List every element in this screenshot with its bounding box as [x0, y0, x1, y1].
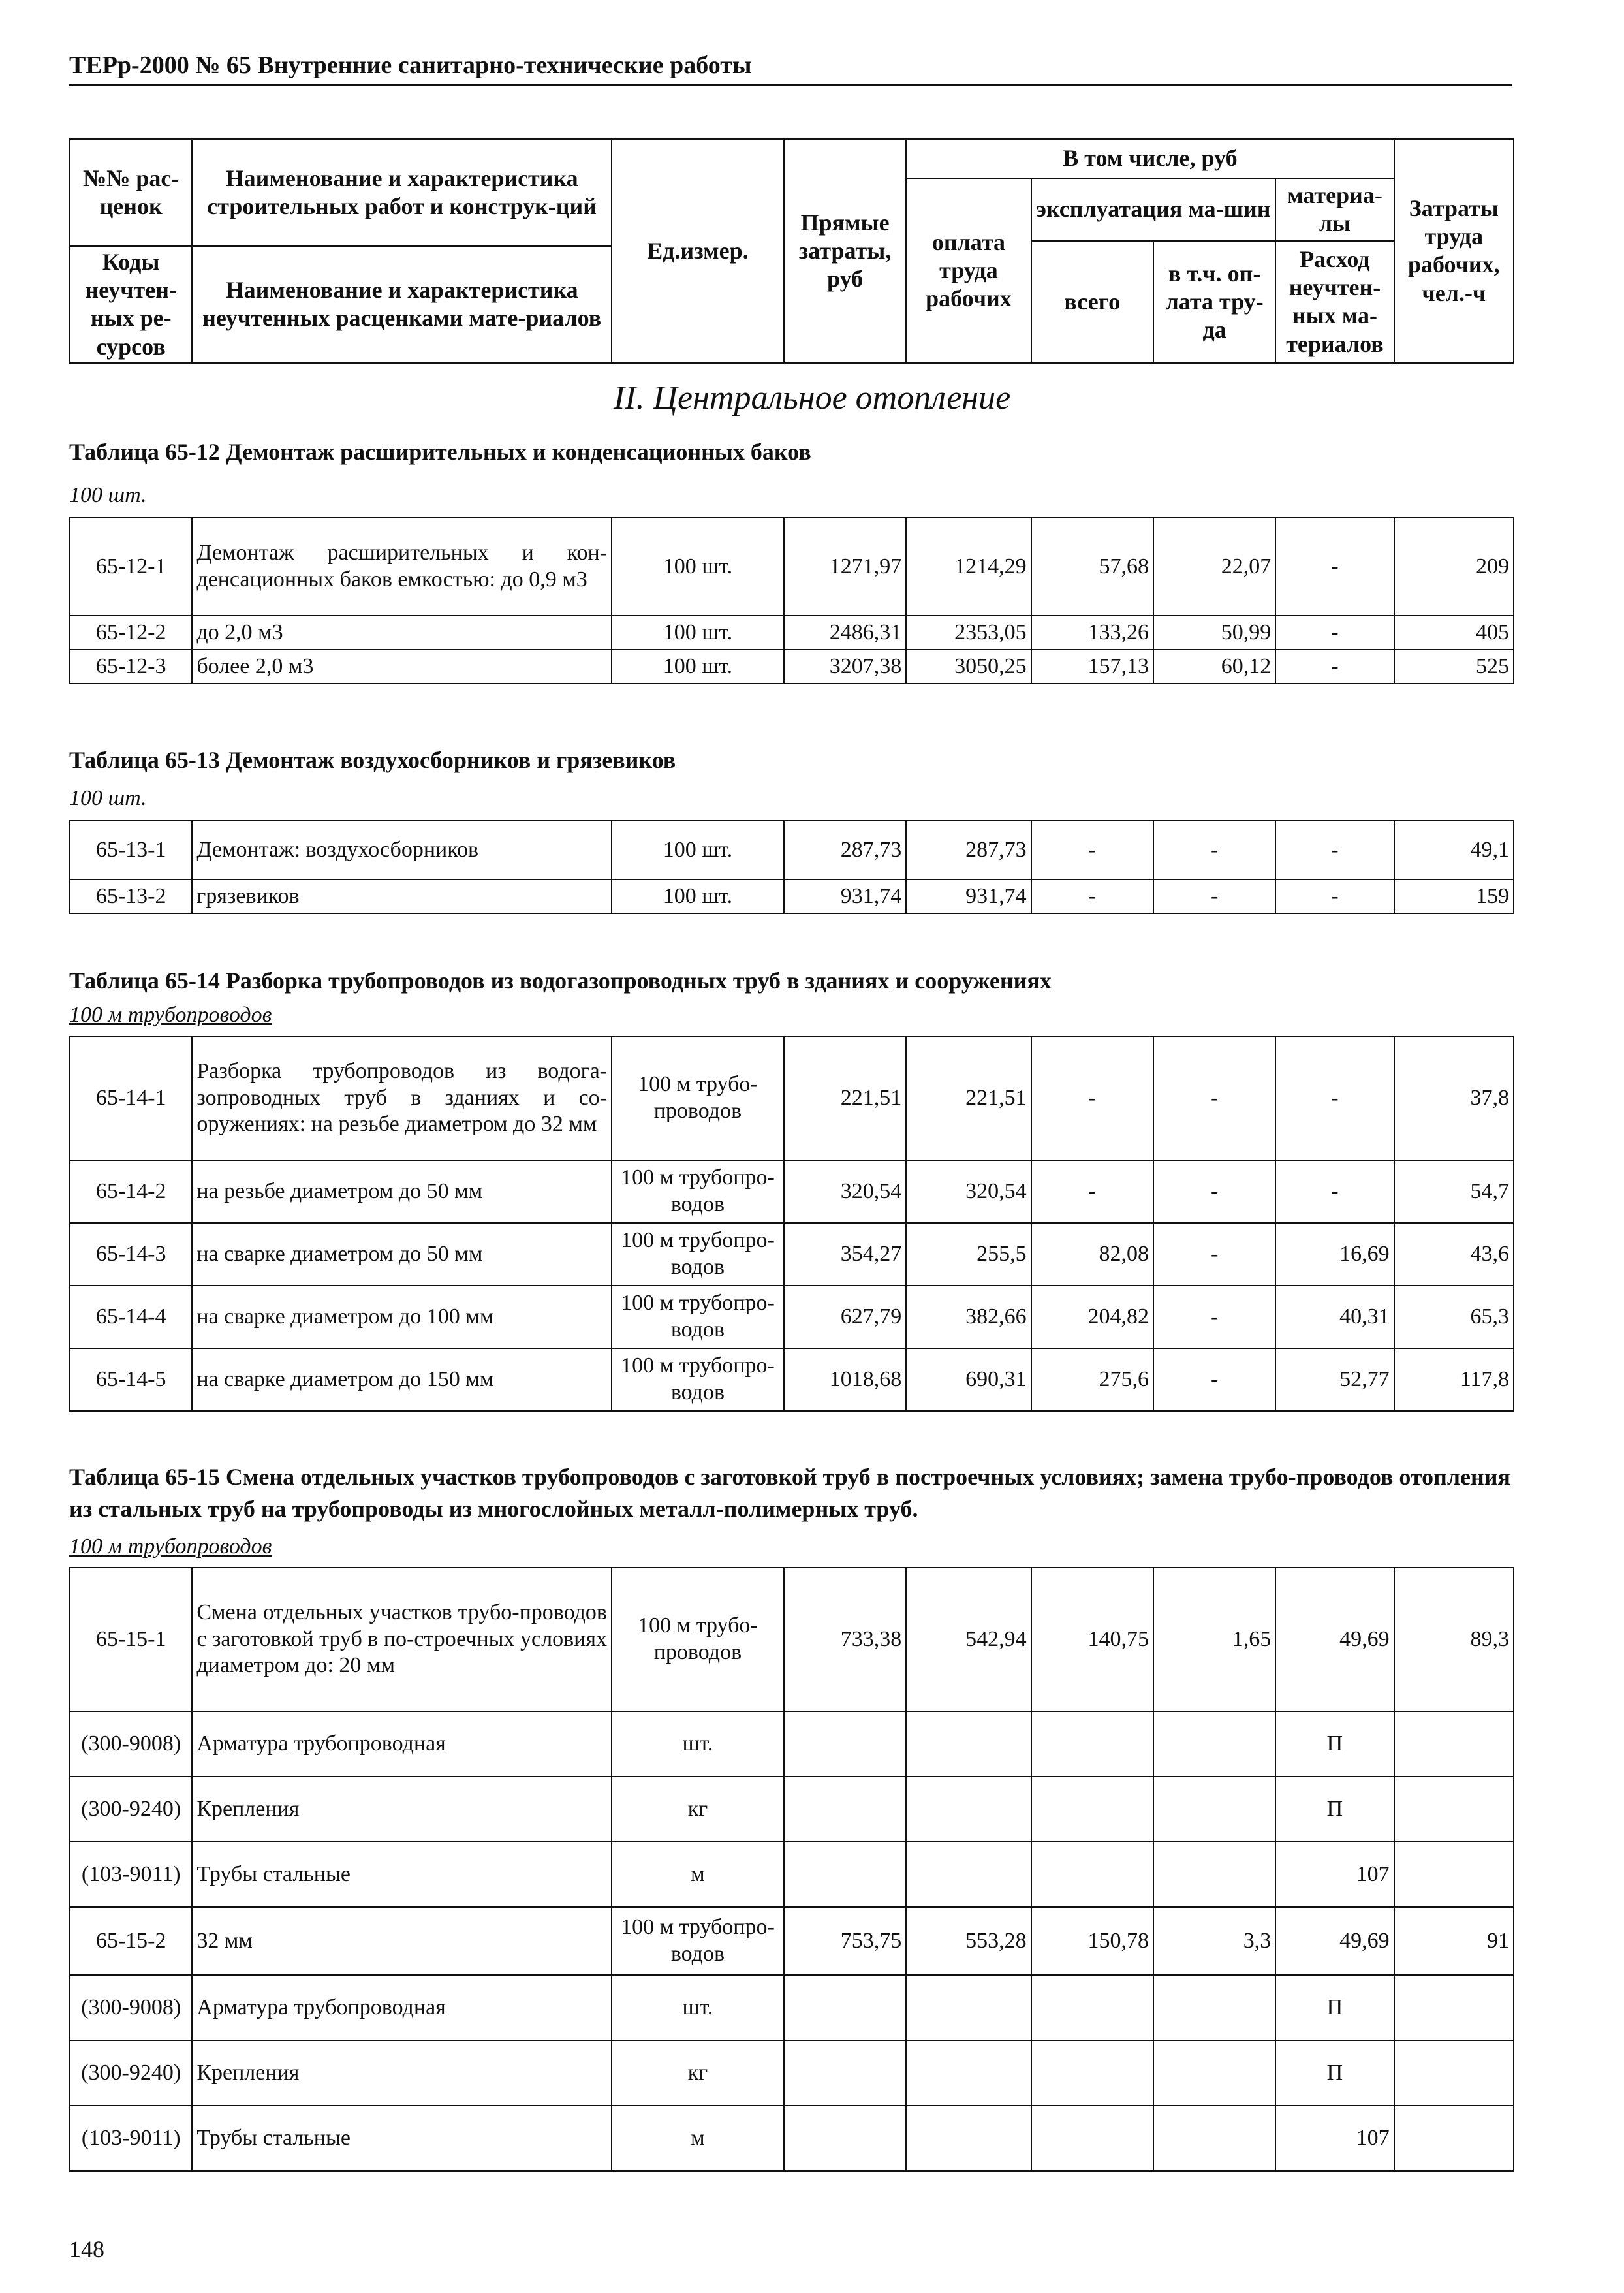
cell-materials: 16,69 [1275, 1223, 1394, 1286]
cell-labor-cost: 89,3 [1394, 1568, 1514, 1711]
cell-labor-pay [906, 1842, 1031, 1907]
cell-machines [1031, 2040, 1153, 2106]
cell-name: Демонтаж расширительных и кон-денсационных баков емкостью: до 0,9 м3 [192, 518, 612, 616]
table-row [70, 821, 1514, 879]
cell-machines-labor: - [1153, 1036, 1275, 1160]
cell-name: Крепления [192, 1777, 612, 1842]
section-title: II. Центральное отопление [613, 379, 1011, 417]
cell-unit: шт. [612, 1975, 784, 2040]
cell-code: 65-13-1 [70, 821, 192, 879]
cell-materials: 49,69 [1275, 1907, 1394, 1975]
cell-code: 65-13-2 [70, 879, 192, 913]
header-material-name: Наименование и характеристика неучтенных расценками мате-риалов [192, 246, 612, 363]
cell-machines-labor: 60,12 [1153, 650, 1275, 684]
cell-labor-cost: 405 [1394, 616, 1514, 650]
table-65-14-title: Таблица 65-14 Разборка трубопроводов из водогазопроводных труб в зданиях и сооружениях [69, 968, 1052, 994]
cell-machines: 157,13 [1031, 650, 1153, 684]
cell-machines [1031, 1777, 1153, 1842]
cell-machines: 150,78 [1031, 1907, 1153, 1975]
table-65-14-unit: 100 м трубопроводов [69, 1003, 272, 1027]
table-row [70, 1907, 1514, 1975]
cell-machines-labor: - [1153, 821, 1275, 879]
cell-materials: 107 [1275, 2106, 1394, 2171]
cell-unit: м [612, 2106, 784, 2171]
cell-labor-cost [1394, 2040, 1514, 2106]
cell-name: более 2,0 м3 [192, 650, 612, 684]
cell-materials: - [1275, 879, 1394, 913]
cell-name: на резьбе диаметром до 50 мм [192, 1160, 612, 1223]
cell-code: 65-14-5 [70, 1348, 192, 1411]
table-row [70, 879, 1514, 913]
cell-labor-pay: 553,28 [906, 1907, 1031, 1975]
table-row [70, 1777, 1514, 1842]
header-machines-labor: в т.ч. оп-лата тру-да [1153, 241, 1275, 363]
cell-labor-pay: 931,74 [906, 879, 1031, 913]
table-65-15-body [70, 1568, 1514, 2171]
cell-labor-cost: 65,3 [1394, 1286, 1514, 1348]
cell-labor-cost [1394, 2106, 1514, 2171]
cell-direct: 733,38 [784, 1568, 906, 1711]
header-direct-costs: Прямые затраты, руб [784, 139, 906, 363]
cell-code: 65-15-1 [70, 1568, 192, 1711]
table-row [70, 1160, 1514, 1223]
cell-labor-pay [906, 1711, 1031, 1777]
cell-labor-cost: 209 [1394, 518, 1514, 616]
table-row [70, 1842, 1514, 1907]
table-65-13-body [70, 821, 1514, 913]
cell-machines: 133,26 [1031, 616, 1153, 650]
cell-materials: - [1275, 616, 1394, 650]
cell-machines [1031, 1842, 1153, 1907]
cell-code: 65-14-1 [70, 1036, 192, 1160]
cell-unit: 100 м трубопро-водов [612, 1160, 784, 1223]
table-65-14-body [70, 1036, 1514, 1411]
header-resource-codes: Коды неучтен-ных ре-сурсов [70, 246, 192, 363]
cell-name: 32 мм [192, 1907, 612, 1975]
cell-machines-labor: 3,3 [1153, 1907, 1275, 1975]
cell-labor-cost: 159 [1394, 879, 1514, 913]
cell-direct [784, 1711, 906, 1777]
cell-direct: 1271,97 [784, 518, 906, 616]
cell-direct: 3207,38 [784, 650, 906, 684]
cell-unit: 100 шт. [612, 821, 784, 879]
cell-labor-cost: 37,8 [1394, 1036, 1514, 1160]
table-row [70, 1036, 1514, 1160]
cell-direct [784, 1777, 906, 1842]
cell-labor-cost: 91 [1394, 1907, 1514, 1975]
table-65-12-unit: 100 шт. [69, 483, 147, 507]
cell-machines-labor: - [1153, 1160, 1275, 1223]
cell-materials: - [1275, 1160, 1394, 1223]
cell-name: Смена отдельных участков трубо-проводов с заготовкой труб в по-строечных условиях диаметром до: 20 мм [192, 1568, 612, 1711]
header-unit: Ед.измер. [612, 139, 784, 363]
cell-code: 65-12-3 [70, 650, 192, 684]
cell-name: до 2,0 м3 [192, 616, 612, 650]
column-header-table [69, 138, 1514, 364]
cell-machines [1031, 1711, 1153, 1777]
table-row [70, 518, 1514, 616]
cell-machines-labor: - [1153, 1286, 1275, 1348]
cell-unit: кг [612, 2040, 784, 2106]
cell-code: 65-15-2 [70, 1907, 192, 1975]
cell-machines [1031, 2106, 1153, 2171]
cell-labor-pay: 2353,05 [906, 616, 1031, 650]
cell-code: 65-14-2 [70, 1160, 192, 1223]
table-row [70, 2106, 1514, 2171]
cell-labor-cost [1394, 1711, 1514, 1777]
cell-labor-pay [906, 2040, 1031, 2106]
table-row [70, 1975, 1514, 2040]
cell-machines: 140,75 [1031, 1568, 1153, 1711]
cell-machines-labor: - [1153, 879, 1275, 913]
cell-machines-labor [1153, 1842, 1275, 1907]
cell-unit: 100 м трубопро-водов [612, 1907, 784, 1975]
cell-direct [784, 1842, 906, 1907]
cell-machines-labor: - [1153, 1348, 1275, 1411]
cell-direct: 753,75 [784, 1907, 906, 1975]
cell-unit: 100 шт. [612, 518, 784, 616]
cell-unit: шт. [612, 1711, 784, 1777]
cell-machines: - [1031, 1160, 1153, 1223]
table-65-12-title: Таблица 65-12 Демонтаж расширительных и конденсационных баков [69, 439, 811, 465]
table-row [70, 1286, 1514, 1348]
table-65-14 [69, 1036, 1514, 1412]
cell-unit: кг [612, 1777, 784, 1842]
cell-labor-cost: 43,6 [1394, 1223, 1514, 1286]
header-including: В том числе, руб [906, 139, 1394, 178]
cell-direct: 320,54 [784, 1160, 906, 1223]
cell-labor-cost [1394, 1842, 1514, 1907]
cell-materials: - [1275, 1036, 1394, 1160]
table-65-15-title: Таблица 65-15 Смена отдельных участков трубопроводов с заготовкой труб в построечных условиях; замена трубо-проводов отопления из стальных труб на трубопроводы из многослойных металл-полимерных труб. [69, 1464, 1510, 1522]
cell-materials: - [1275, 518, 1394, 616]
cell-code: 65-12-1 [70, 518, 192, 616]
table-row [70, 2040, 1514, 2106]
cell-name: Трубы стальные [192, 1842, 612, 1907]
cell-materials: 52,77 [1275, 1348, 1394, 1411]
running-head: ТЕРр-2000 № 65 Внутренние санитарно-технические работы [69, 52, 752, 79]
cell-code: 65-14-3 [70, 1223, 192, 1286]
cell-code: (103-9011) [70, 2106, 192, 2171]
cell-machines: - [1031, 879, 1153, 913]
cell-machines-labor [1153, 2106, 1275, 2171]
cell-machines-labor: - [1153, 1223, 1275, 1286]
table-65-13-unit: 100 шт. [69, 786, 147, 810]
cell-materials: - [1275, 650, 1394, 684]
cell-machines-labor [1153, 1711, 1275, 1777]
cell-unit: м [612, 1842, 784, 1907]
cell-labor-pay [906, 1975, 1031, 2040]
cell-code: (103-9011) [70, 1842, 192, 1907]
cell-name: Крепления [192, 2040, 612, 2106]
cell-machines-labor [1153, 1777, 1275, 1842]
cell-labor-pay: 320,54 [906, 1160, 1031, 1223]
cell-name: на сварке диаметром до 50 мм [192, 1223, 612, 1286]
cell-machines-labor [1153, 1975, 1275, 2040]
cell-unit: 100 м трубопро-водов [612, 1223, 784, 1286]
cell-machines: 82,08 [1031, 1223, 1153, 1286]
cell-machines: 204,82 [1031, 1286, 1153, 1348]
cell-labor-pay: 1214,29 [906, 518, 1031, 616]
header-rule [69, 84, 1512, 86]
cell-unit: 100 шт. [612, 650, 784, 684]
cell-machines-labor [1153, 2040, 1275, 2106]
cell-materials: П [1275, 2040, 1394, 2106]
cell-labor-cost: 525 [1394, 650, 1514, 684]
cell-machines [1031, 1975, 1153, 2040]
cell-unit: 100 м трубопро-водов [612, 1286, 784, 1348]
cell-unit: 100 м трубопро-водов [612, 1348, 784, 1411]
table-row [70, 1711, 1514, 1777]
cell-code: (300-9240) [70, 2040, 192, 2106]
cell-materials: 107 [1275, 1842, 1394, 1907]
cell-name: на сварке диаметром до 150 мм [192, 1348, 612, 1411]
cell-unit: 100 шт. [612, 879, 784, 913]
page-number: 148 [69, 2236, 104, 2262]
cell-materials: 40,31 [1275, 1286, 1394, 1348]
cell-direct: 287,73 [784, 821, 906, 879]
cell-labor-cost [1394, 1777, 1514, 1842]
cell-labor-cost: 117,8 [1394, 1348, 1514, 1411]
table-65-15-unit: 100 м трубопроводов [69, 1534, 272, 1558]
header-labor-pay: оплата труда рабочих [906, 178, 1031, 363]
cell-name: грязевиков [192, 879, 612, 913]
cell-code: (300-9240) [70, 1777, 192, 1842]
table-row [70, 650, 1514, 684]
cell-machines: - [1031, 821, 1153, 879]
header-materials-consumption: Расход неучтен-ных ма-териалов [1275, 241, 1394, 363]
cell-name: Арматура трубопроводная [192, 1711, 612, 1777]
table-row [70, 1223, 1514, 1286]
header-name: Наименование и характеристика строительных работ и конструк-ций [192, 139, 612, 246]
cell-labor-pay [906, 2106, 1031, 2171]
cell-code: 65-12-2 [70, 616, 192, 650]
cell-unit: 100 шт. [612, 616, 784, 650]
table-row [70, 1348, 1514, 1411]
cell-labor-pay: 255,5 [906, 1223, 1031, 1286]
cell-materials: П [1275, 1777, 1394, 1842]
cell-materials: П [1275, 1711, 1394, 1777]
table-65-13 [69, 820, 1514, 914]
cell-machines: 275,6 [1031, 1348, 1153, 1411]
cell-labor-pay: 287,73 [906, 821, 1031, 879]
cell-name: на сварке диаметром до 100 мм [192, 1286, 612, 1348]
cell-labor-pay: 221,51 [906, 1036, 1031, 1160]
table-65-12 [69, 517, 1514, 684]
cell-machines: 57,68 [1031, 518, 1153, 616]
cell-labor-cost: 49,1 [1394, 821, 1514, 879]
cell-direct [784, 2040, 906, 2106]
header-labor-cost: Затраты труда рабочих, чел.-ч [1394, 139, 1514, 363]
cell-labor-pay: 690,31 [906, 1348, 1031, 1411]
table-65-15 [69, 1567, 1514, 2172]
cell-machines-labor: 1,65 [1153, 1568, 1275, 1711]
header-materials: материа-лы [1275, 178, 1394, 241]
cell-direct: 354,27 [784, 1223, 906, 1286]
cell-unit: 100 м трубо-проводов [612, 1568, 784, 1711]
cell-direct: 221,51 [784, 1036, 906, 1160]
table-row [70, 616, 1514, 650]
cell-name: Арматура трубопроводная [192, 1975, 612, 2040]
cell-labor-pay: 382,66 [906, 1286, 1031, 1348]
cell-direct: 627,79 [784, 1286, 906, 1348]
table-65-13-title: Таблица 65-13 Демонтаж воздухосборников и грязевиков [69, 747, 676, 773]
cell-materials: П [1275, 1975, 1394, 2040]
cell-name: Демонтаж: воздухосборников [192, 821, 612, 879]
cell-direct: 931,74 [784, 879, 906, 913]
cell-direct [784, 2106, 906, 2171]
cell-materials: - [1275, 821, 1394, 879]
cell-direct [784, 1975, 906, 2040]
cell-unit: 100 м трубо-проводов [612, 1036, 784, 1160]
cell-machines-labor: 50,99 [1153, 616, 1275, 650]
table-row [70, 1568, 1514, 1711]
cell-code: 65-14-4 [70, 1286, 192, 1348]
header-machines: эксплуатация ма-шин [1031, 178, 1276, 241]
cell-code: (300-9008) [70, 1711, 192, 1777]
cell-direct: 2486,31 [784, 616, 906, 650]
table-65-12-body [70, 518, 1514, 684]
cell-labor-cost: 54,7 [1394, 1160, 1514, 1223]
header-machines-total: всего [1031, 241, 1153, 363]
cell-materials: 49,69 [1275, 1568, 1394, 1711]
cell-name: Разборка трубопроводов из водога-зопроводных труб в зданиях и со-оружениях: на резьбе диаметром до 32 мм [192, 1036, 612, 1160]
header-code: №№ рас-ценок [70, 139, 192, 246]
cell-code: (300-9008) [70, 1975, 192, 2040]
cell-machines-labor: 22,07 [1153, 518, 1275, 616]
cell-labor-cost [1394, 1975, 1514, 2040]
cell-labor-pay: 542,94 [906, 1568, 1031, 1711]
cell-labor-pay [906, 1777, 1031, 1842]
cell-machines: - [1031, 1036, 1153, 1160]
cell-direct: 1018,68 [784, 1348, 906, 1411]
cell-name: Трубы стальные [192, 2106, 612, 2171]
cell-labor-pay: 3050,25 [906, 650, 1031, 684]
